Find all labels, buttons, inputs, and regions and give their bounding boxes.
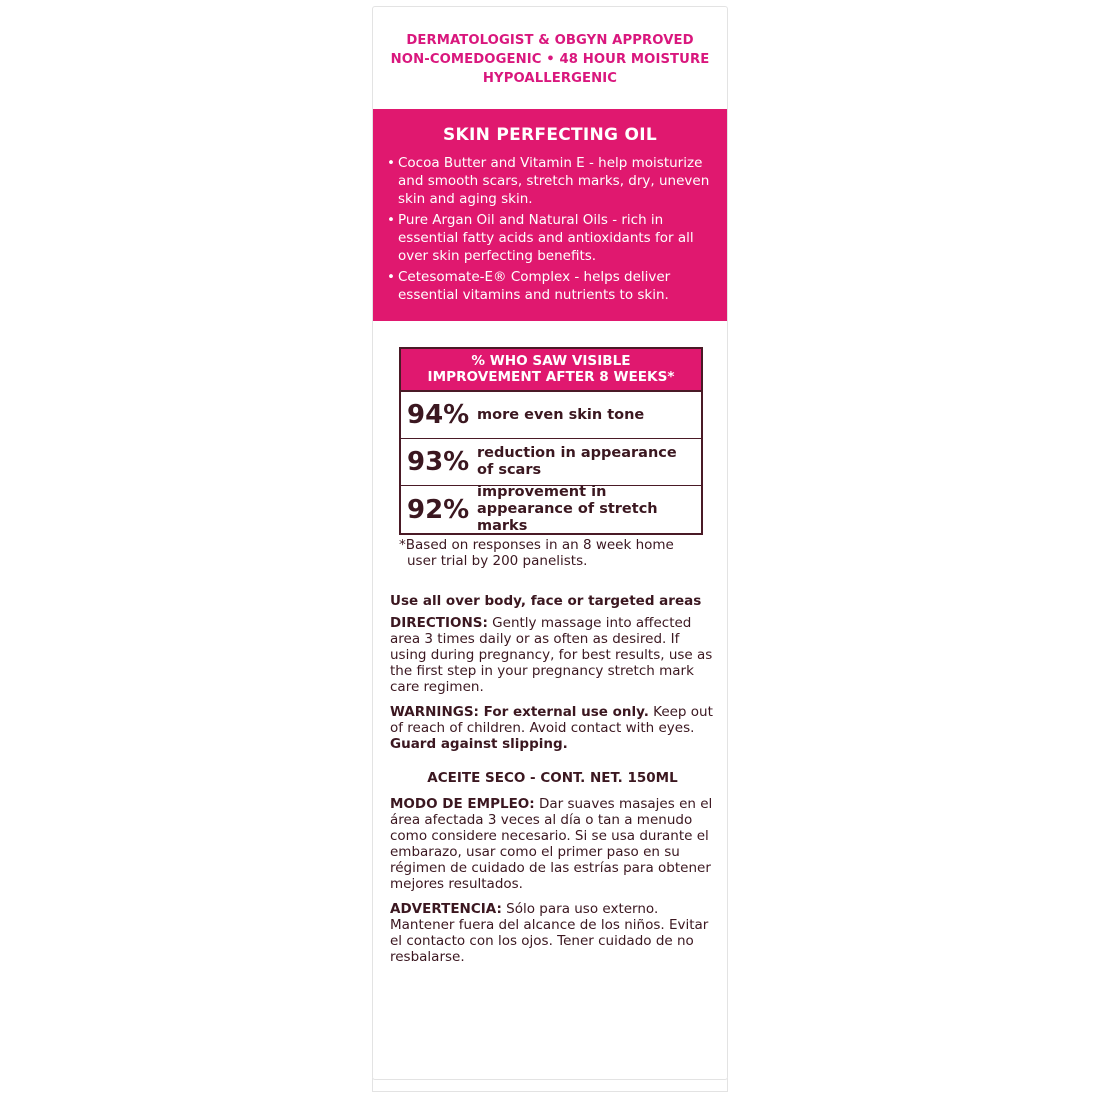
- results-header: [401, 349, 701, 392]
- results-row: [401, 392, 701, 439]
- results-row: [401, 486, 701, 533]
- result-label: improvement in appearance of stretch marks: [477, 484, 658, 534]
- benefits-section: [373, 109, 727, 321]
- bullet-icon: •: [387, 269, 395, 285]
- benefit-text: Pure Argan Oil and Natural Oils - rich in essential fatty acids and antioxidants for all over skin perfecting benefits.: [398, 212, 694, 264]
- panel-bottom-edge: [372, 1078, 728, 1092]
- advertencia-text: Sólo para uso externo. Mantener fuera del alcance de los niños. Evitar el contacto con los ojos. Tener cuidado de no resbalarse.: [390, 901, 709, 965]
- benefit-item: [387, 268, 713, 304]
- spanish-heading: ACEITE SECO - CONT. NET. 150ML: [427, 770, 678, 786]
- directions-text: Gently massage into affected area 3 times daily or as often as desired. If using during pregnancy, for best results, use as the first step in your pregnancy stretch mark care regimen.: [390, 615, 713, 695]
- results-table: [399, 347, 703, 535]
- directions-paragraph: [390, 615, 715, 695]
- benefits-title: SKIN PERFECTING OIL: [442, 125, 658, 145]
- benefit-text: Cetesomate-E® Complex - helps deliver essential vitamins and nutrients to skin.: [398, 269, 671, 303]
- results-row: [401, 439, 701, 486]
- warnings-paragraph: [390, 704, 715, 752]
- warnings-label: WARNINGS: For external use only.: [390, 704, 649, 720]
- usage-heading: Use all over body, face or targeted areas: [390, 593, 702, 609]
- result-label: more even skin tone: [477, 406, 645, 423]
- result-label: reduction in appearance of scars: [477, 445, 677, 478]
- results-header-line: IMPROVEMENT AFTER 8 WEEKS*: [427, 369, 675, 385]
- result-percent: 92%: [407, 494, 470, 525]
- results-footnote: [399, 537, 709, 569]
- result-percent: 93%: [407, 447, 470, 477]
- directions-label: DIRECTIONS:: [390, 615, 488, 631]
- benefit-item: [387, 154, 713, 208]
- claim-line: NON-COMEDOGENIC • 48 HOUR MOISTURE: [390, 52, 710, 67]
- bullet-icon: •: [387, 155, 395, 171]
- advertencia-paragraph: [390, 901, 715, 965]
- bullet-icon: •: [387, 212, 395, 228]
- claim-line: HYPOALLERGENIC: [482, 71, 618, 86]
- advertencia-label: ADVERTENCIA:: [390, 901, 502, 917]
- warnings-text: Keep out of reach of children. Avoid contact with eyes.: [390, 704, 713, 736]
- benefit-text: Cocoa Butter and Vitamin E - help moisturize and smooth scars, stretch marks, dry, uneven skin and aging skin.: [398, 155, 710, 207]
- product-label-panel: [372, 6, 728, 1080]
- modo-text: Dar suaves masajes en el área afectada 3 veces al día o tan a menudo como considere necesario. Si se usa durante el embarazo, usar como el primer paso en su régimen de cuidado de las estrías para obtener mejores resultados.: [390, 796, 713, 892]
- benefit-item: [387, 211, 713, 265]
- result-percent: 94%: [407, 400, 470, 430]
- modo-label: MODO DE EMPLEO:: [390, 796, 535, 812]
- claim-line: DERMATOLOGIST & OBGYN APPROVED: [406, 33, 694, 48]
- footnote-line: user trial by 200 panelists.: [407, 553, 588, 569]
- approval-claims: [373, 31, 727, 88]
- warnings-slip: Guard against slipping.: [390, 736, 568, 752]
- footnote-line: *Based on responses in an 8 week home: [399, 537, 674, 553]
- results-header-line: % WHO SAW VISIBLE: [471, 353, 631, 369]
- modo-paragraph: [390, 796, 715, 892]
